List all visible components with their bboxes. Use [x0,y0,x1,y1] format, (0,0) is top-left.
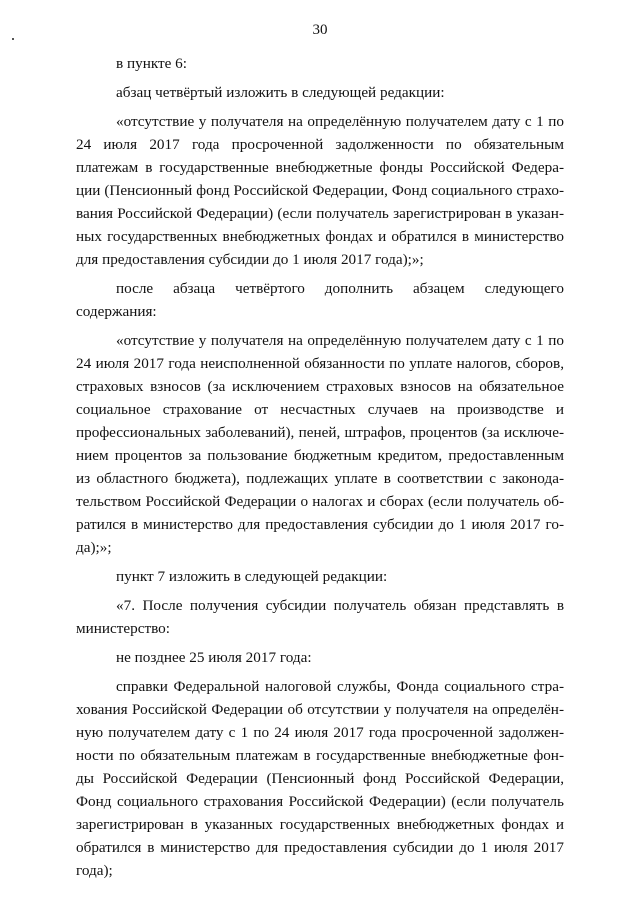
margin-mark [12,38,14,40]
paragraph-instruction-add: после абзаца четвёртого дополнить абзацем следующего содержания: [76,280,564,320]
paragraph-clause-7-heading: пункт 7 изложить в следующей редакции: [116,568,388,585]
document-body [76,52,564,882]
paragraph-quoted-addition: «отсутствие у получателя на определённую получателем дату с 1 по 24 июля 2017 года неисполненной обязанности по уплате налогов, сборов, страховых взносов (за исключением страховых взносов на обязательное социальное страхование от несчастных случаев на производстве и профессиональных заболеваний), пеней, штрафов, процентов (за исключением процентов за пользование бюджетным кредитом, предоставленным из областного бюджета), подлежащих уплате в соответствии с законодательством Российской Федерации о налогах и сборах (если получатель обратился в министерство для предоставления субсидии до 1 июля 2017 года);»; [76,332,564,556]
page-number: 30 [312,22,328,38]
paragraph-clause-7-text: «7. После получения субсидии получатель обязан представлять в министерство: [76,597,564,637]
paragraph-certificates: справки Федеральной налоговой службы, Фонда социального страхования Российской Федерации об отсутствии у получателя на определённую получателем дату с 1 по 24 июля 2017 года просроченной задолженности по обязательным платежам в государственные внебюджетные фонды Российской Федерации (Пенсионный фонд Российской Федерации, Фонд социального страхования Российской Федерации) (если получатель зарегистрирован в указанных государственных внебюджетных фондах и обратился в министерство для предоставления субсидии до 1 июля 2017 года); [76,678,564,879]
paragraph-clause-6-heading: в пункте 6: [116,55,187,72]
paragraph-instruction-amend: абзац четвёртый изложить в следующей редакции: [116,84,445,101]
paragraph-quoted-amendment: «отсутствие у получателя на определённую получателем дату с 1 по 24 июля 2017 года просроченной задолженности по обязательным платежам в государственные внебюджетные фонды Российской Федерации (Пенсионный фонд Российской Федерации, Фонд социального страхования Российской Федерации) (если получатель зарегистрирован в указанных государственных внебюджетных фондах и обратился в министерство для предоставления субсидии до 1 июля 2017 года);»; [76,113,564,268]
paragraph-deadline: не позднее 25 июля 2017 года: [116,649,312,666]
